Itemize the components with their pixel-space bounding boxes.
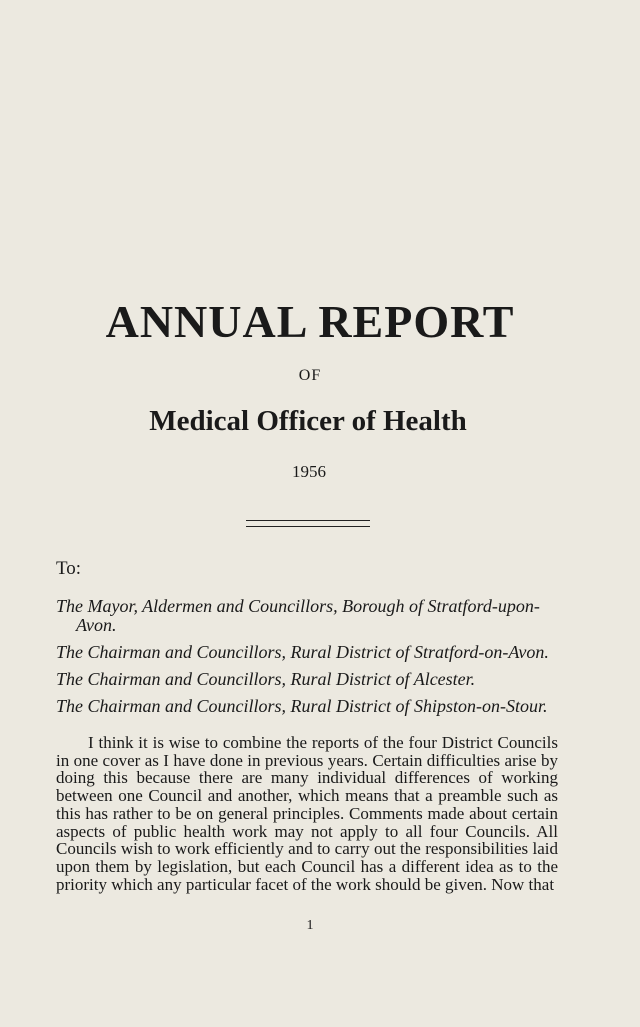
addressee-line: The Mayor, Aldermen and Councillors, Borough of Stratford-upon-: [56, 596, 540, 616]
addressee-stratford-rdc: [56, 643, 566, 662]
addressee-line: The Chairman and Councillors, Rural District of Shipston-on-Stour.: [56, 696, 548, 716]
addressee-line: The Chairman and Councillors, Rural District of Alcester.: [56, 669, 476, 689]
report-title: ANNUAL REPORT: [105, 296, 515, 347]
report-subtitle: Medical Officer of Health: [149, 405, 467, 437]
double-rule-divider: [246, 520, 370, 527]
body-paragraph-container: [56, 734, 558, 893]
addressee-alcester-rdc: [56, 670, 566, 689]
salutation-label: To:: [56, 558, 82, 579]
addressee-shipston-rdc: [56, 697, 566, 716]
addressee-line-continued: Avon.: [76, 615, 117, 635]
title-connector: OF: [298, 367, 322, 384]
addressee-line: The Chairman and Councillors, Rural District of Stratford-on-Avon.: [56, 642, 549, 662]
page-number: 1: [306, 918, 314, 933]
addressee-borough: [56, 597, 566, 635]
report-year: 1956: [292, 462, 326, 481]
body-paragraph: I think it is wise to combine the reports of the four District Councils in one cover as I have done in previous years. Certain difficulties arise by doing this because there are many individual differences of working between one Council and another, which means that a preamble such as this has rather to be on general principles. Comments made about certain aspects of public health work may not apply to all four Councils. All Councils wish to work efficiently and to carry out the responsibilities laid upon them by legislation, but each Council has a different idea as to the priority which any particular facet of the work should be given. Now that: [56, 733, 558, 894]
